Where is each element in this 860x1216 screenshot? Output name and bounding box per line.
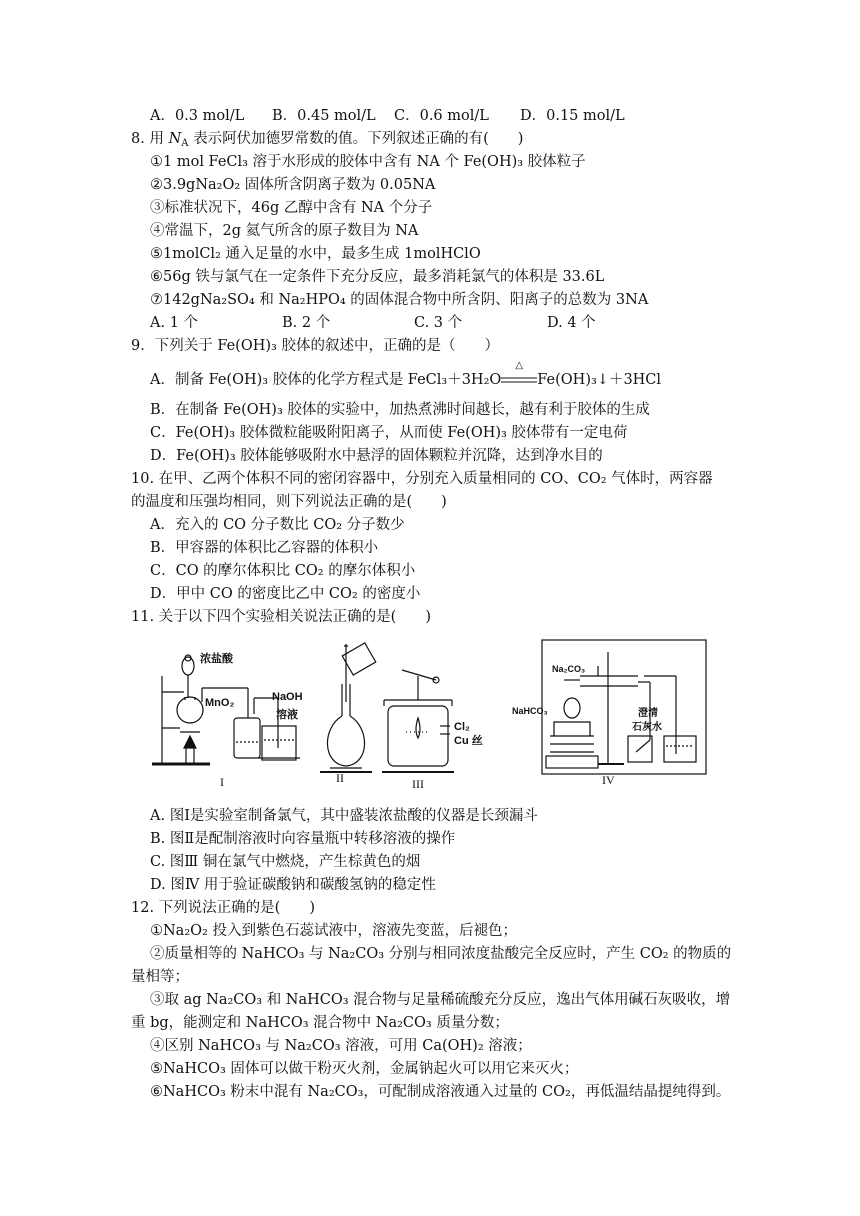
heat-condition-arrow [501, 360, 537, 390]
q7-option-a: A．0.3 mol/L [150, 108, 245, 124]
equals-sign-icon [501, 375, 537, 385]
q8-option-b: B. 2 个 [282, 315, 331, 331]
q9-option-a-prefix: A．制备 Fe(OH)₃ 胶体的化学方程式是 FeCl₃＋3H₂O [150, 372, 502, 388]
q9-stem: 9．下列关于 Fe(OH)₃ 胶体的叙述中，正确的是（ ） [131, 338, 499, 354]
q8-option-c: C. 3 个 [414, 315, 463, 331]
q12-item-3-line-2: 重 bg，能测定和 NaHCO₃ 混合物中 Na₂CO₃ 质量分数； [131, 1015, 509, 1031]
q7-option-d: D．0.15 mol/L [520, 108, 625, 124]
label-solution: 溶液 [276, 709, 298, 721]
q7-option-c: C．0.6 mol/L [394, 108, 489, 124]
q10-option-d: D．甲中 CO 的密度比乙中 CO₂ 的密度小 [150, 586, 421, 602]
label-nahco3: NaHCO₃ [512, 706, 548, 716]
q8-item-7: ⑦142gNa₂SO₄ 和 Na₂HPO₄ 的固体混合物中所含阴、阳离子的总数为 3NA [150, 292, 649, 308]
q10-option-a: A．充入的 CO 分子数比 CO₂ 分子数少 [150, 517, 405, 533]
q9-option-c: C．Fe(OH)₃ 胶体微粒能吸附阳离子，从而使 Fe(OH)₃ 胶体带有一定电荷 [150, 425, 628, 441]
heat-triangle-icon: △ [515, 360, 524, 371]
apparatus-copper-in-chlorine [382, 670, 454, 772]
q12-item-2-line-2: 量相等； [131, 969, 189, 985]
q10-option-c: C．CO 的摩尔体积比 CO₂ 的摩尔体积小 [150, 563, 416, 579]
q12-item-6: ⑥NaHCO₃ 粉末中混有 Na₂CO₃，可配制成溶液通入过量的 CO₂，再低温结晶提纯得到。 [150, 1084, 731, 1100]
q8-item-1: ①1 mol FeCl₃ 溶于水形成的胶体中含有 NA 个 Fe(OH)₃ 胶体粒子 [150, 154, 586, 170]
q12-item-3-line-1: ③取 ag Na₂CO₃ 和 NaHCO₃ 混合物与足量稀硫酸充分反应，逸出气体用碱石灰吸收，增 [150, 992, 731, 1008]
q8-item-6: ⑥56g 铁与氯气在一定条件下充分反应，最多消耗氯气的体积是 33.6L [150, 269, 605, 285]
q11-option-b: B. 图Ⅱ是配制溶液时向容量瓶中转移溶液的操作 [150, 831, 456, 847]
experiment-figure [150, 636, 710, 794]
label-cu-wire: Cu 丝 [454, 735, 483, 747]
q8-stem-prefix: 8. 用 [131, 131, 169, 147]
q10-stem-line-1: 10. 在甲、乙两个体积不同的密闭容器中，分别充入质量相同的 CO、CO₂ 气体时，两容器 [131, 471, 713, 487]
q7-option-b: B．0.45 mol/L [272, 108, 376, 124]
q12-item-5: ⑤NaHCO₃ 固体可以做干粉灭火剂，金属钠起火可以用它来灭火； [150, 1061, 579, 1077]
q8-stem [131, 129, 523, 149]
q8-option-a: A. 1 个 [150, 315, 199, 331]
q8-stem-na: N [168, 131, 182, 147]
q8-option-d: D. 4 个 [547, 315, 596, 331]
q12-stem: 12. 下列说法正确的是( ) [131, 900, 315, 916]
q7-options [150, 106, 625, 126]
q8-stem-a-sub: A [181, 138, 189, 149]
q8-stem-suffix: 表示阿伏加德罗常数的值。下列叙述正确的有( ) [188, 131, 524, 147]
q8-options [150, 313, 596, 333]
label-na2co3: Na₂CO₃ [552, 664, 586, 674]
label-clear: 澄清 [638, 708, 658, 719]
q10-option-b: B．甲容器的体积比乙容器的体积小 [150, 540, 379, 556]
q9-option-a [150, 360, 662, 390]
label-roman-1: I [220, 775, 224, 789]
q8-item-4: ④常温下，2g 氦气所含的原子数目为 NA [150, 223, 419, 239]
experiment-diagrams [150, 636, 710, 794]
q12-item-1: ①Na₂O₂ 投入到紫色石蕊试液中，溶液先变蓝，后褪色； [150, 923, 517, 939]
label-roman-2: II [336, 771, 344, 785]
label-limewater: 石灰水 [632, 722, 662, 733]
q11-option-a: A. 图Ⅰ是实验室制备氯气，其中盛装浓盐酸的仪器是长颈漏斗 [150, 808, 538, 824]
label-cl2: Cl₂ [454, 721, 470, 733]
apparatus-volumetric-flask [320, 643, 376, 772]
q9-option-a-suffix: Fe(OH)₃↓＋3HCl [537, 372, 662, 388]
q12-item-4: ④区别 NaHCO₃ 与 Na₂CO₃ 溶液，可用 Ca(OH)₂ 溶液； [150, 1038, 532, 1054]
q8-item-2: ②3.9gNa₂O₂ 固体所含阴离子数为 0.05NA [150, 177, 436, 193]
q11-option-d: D. 图Ⅳ 用于验证碳酸钠和碳酸氢钠的稳定性 [150, 877, 436, 893]
label-naoh: NaOH [272, 691, 303, 703]
q9-option-d: D．Fe(OH)₃ 胶体能够吸附水中悬浮的固体颗粒并沉降，达到净水目的 [150, 448, 603, 464]
label-roman-3: III [412, 777, 424, 791]
q11-option-c: C. 图Ⅲ 铜在氯气中燃烧，产生棕黄色的烟 [150, 854, 421, 870]
label-mno2: MnO₂ [205, 697, 235, 709]
q8-item-3: ③标准状况下，46g 乙醇中含有 NA 个分子 [150, 200, 433, 216]
apparatus-carbonate-stability [542, 640, 706, 774]
label-conc-hcl: 浓盐酸 [200, 653, 233, 665]
q11-stem: 11. 关于以下四个实验相关说法正确的是( ) [131, 609, 431, 625]
q12-item-2-line-1: ②质量相等的 NaHCO₃ 与 Na₂CO₃ 分别与相同浓度盐酸完全反应时，产生 CO₂ 的物质的 [150, 946, 732, 962]
q10-stem-line-2: 的温度和压强均相同，则下列说法正确的是( ) [131, 494, 447, 510]
q9-option-b: B．在制备 Fe(OH)₃ 胶体的实验中，加热煮沸时间越长，越有利于胶体的生成 [150, 402, 650, 418]
label-roman-4: IV [602, 773, 615, 787]
q8-item-5: ⑤1molCl₂ 通入足量的水中，最多生成 1molHClO [150, 246, 481, 262]
